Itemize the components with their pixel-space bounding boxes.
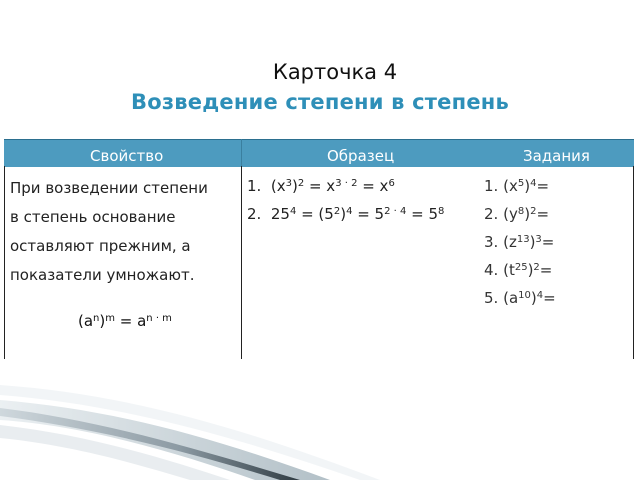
property-line: показатели умножают.: [10, 266, 195, 284]
task-item-1: 1. $(x^5)^4=$: [484, 177, 550, 195]
header-tasks: Задания: [523, 147, 590, 165]
header-example: Образец: [327, 147, 395, 165]
property-line: в степень основание: [10, 208, 176, 226]
header-divider: [241, 139, 242, 166]
table-header: [4, 139, 634, 167]
example-line-1: 1. $(x^3)^2 = x^{3 \cdot 2} = x^6$: [247, 177, 395, 195]
example-line-2: 2. $25^4 = (5^2)^4 = 5^{2 \cdot 4} = 5^8$: [247, 205, 445, 223]
task-item-4: 4. $(t^{25})^2=$: [484, 261, 553, 279]
task-item-5: 5. $(a^{10})^4=$: [484, 289, 556, 307]
property-line: оставляют прежним, а: [10, 237, 191, 255]
power-formula: $(a^n)^m = a^{n \cdot m}$: [78, 312, 172, 330]
property-text: [10, 174, 242, 290]
table-border-right: [633, 166, 634, 359]
task-item-2: 2. $(y^8)^2=$: [484, 205, 550, 223]
table-border-left: [4, 166, 5, 359]
task-item-3: 3. $(z^{13})^3=$: [484, 233, 555, 251]
property-line: При возведении степени: [10, 179, 208, 197]
header-property: Свойство: [90, 147, 164, 165]
card-title: Карточка 4: [272, 60, 398, 84]
decorative-wave-graphic: [0, 380, 640, 480]
card-subtitle: Возведение степени в степень: [131, 90, 509, 114]
